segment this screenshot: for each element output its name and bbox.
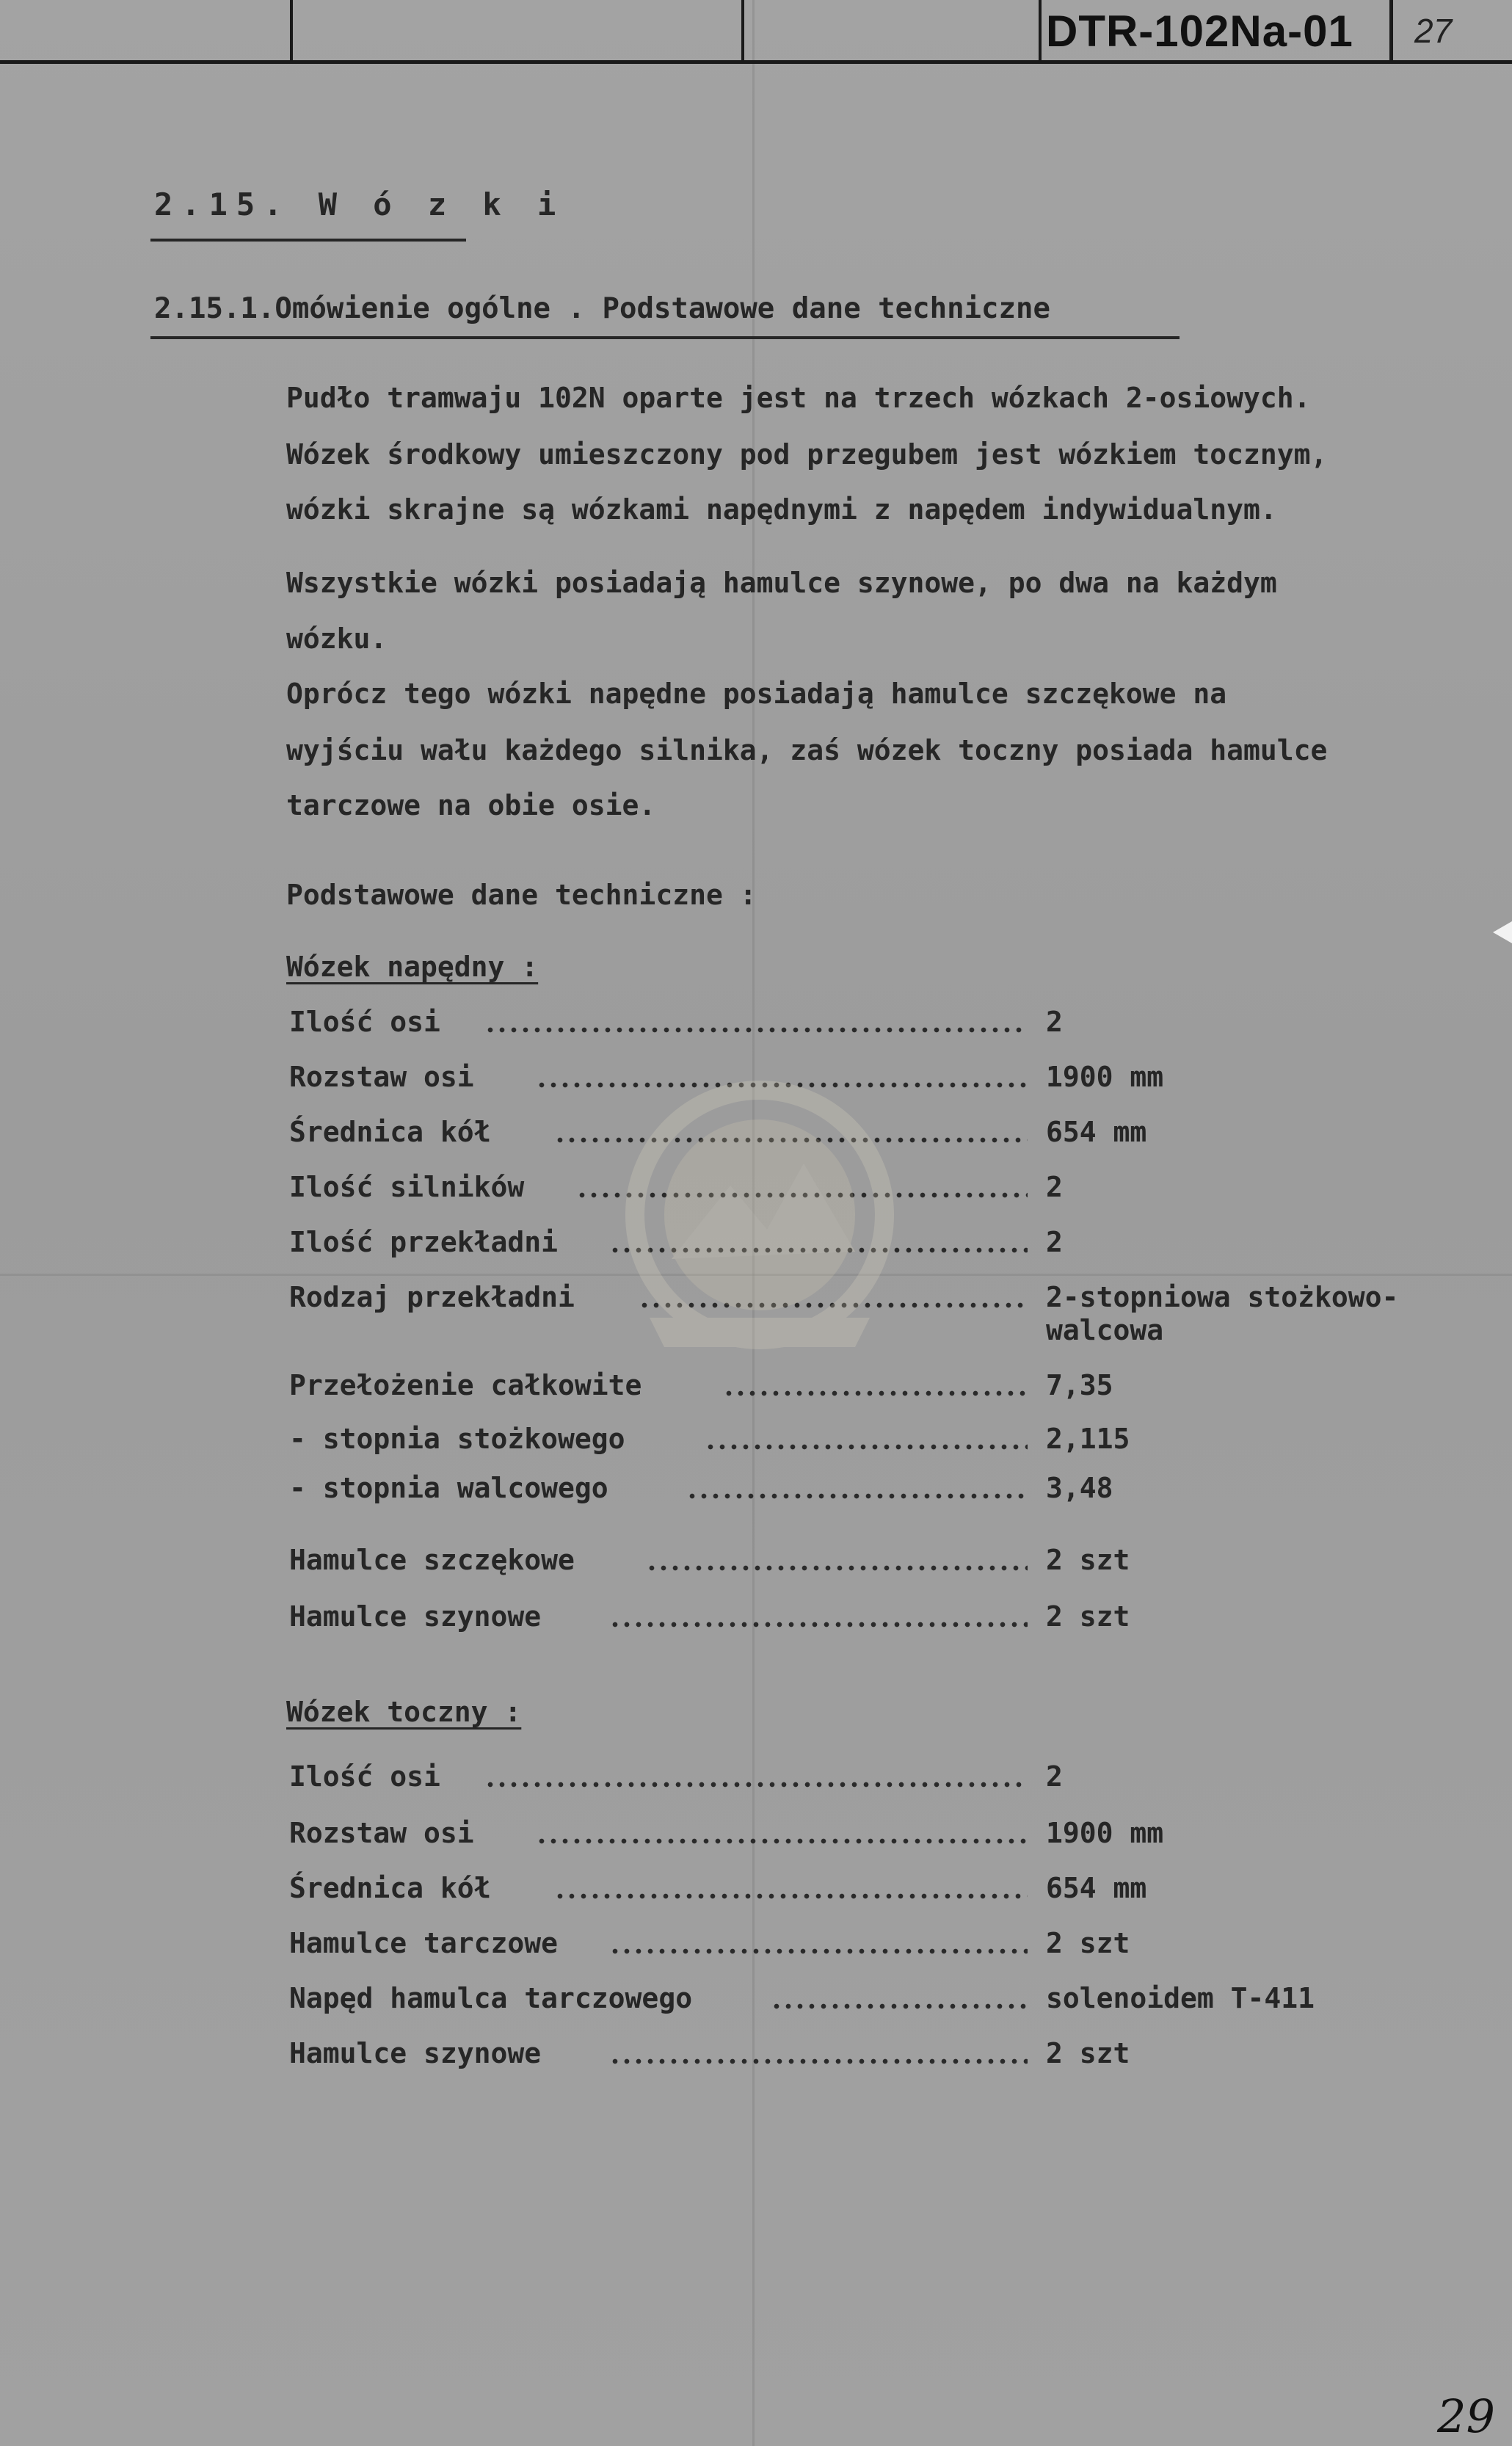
leader-dots — [723, 1390, 1028, 1397]
header-rule — [0, 60, 1512, 64]
spec-value: solenoidem T-411 — [1046, 1982, 1315, 2014]
spec-label: Rozstaw osi — [289, 1061, 474, 1093]
spec-value: 2 — [1046, 1006, 1063, 1038]
spec-value: 2 — [1046, 1171, 1063, 1203]
spec-value: 2 — [1046, 1760, 1063, 1793]
paragraph-line: wózki skrajne są wózkami napędnymi z napędem indywidualnym. — [286, 493, 1277, 526]
leader-dots — [554, 1892, 1028, 1900]
leader-dots — [609, 2058, 1028, 2065]
page-number: 27 — [1414, 12, 1453, 50]
spec-value: 654 mm — [1046, 1116, 1147, 1148]
spec-value-continued: walcowa — [1046, 1314, 1164, 1346]
leader-dots — [646, 1564, 1028, 1572]
spec-value: 2 szt — [1046, 1927, 1130, 1959]
document-code: DTR-102Na-01 — [1046, 7, 1353, 56]
spec-label: Przełożenie całkowite — [289, 1369, 642, 1401]
spec-label: Ilość osi — [289, 1760, 440, 1793]
leader-dots — [484, 1781, 1028, 1788]
spec-label: - stopnia stożkowego — [289, 1423, 625, 1455]
header-divider — [1039, 0, 1042, 62]
spec-value: 2 szt — [1046, 1600, 1130, 1633]
header-divider — [1389, 0, 1393, 62]
spec-value: 2 szt — [1046, 1544, 1130, 1576]
watermark-seal-icon — [620, 1075, 899, 1369]
paragraph-line: wózku. — [286, 623, 388, 655]
spec-value: 1900 mm — [1046, 1061, 1164, 1093]
spec-label: Hamulce szynowe — [289, 2037, 542, 2069]
spec-value: 1900 mm — [1046, 1817, 1164, 1849]
header-divider — [290, 0, 293, 62]
leader-dots — [536, 1837, 1028, 1845]
section-title-underline — [150, 239, 466, 242]
trailing-bogie-title: Wózek toczny : — [286, 1696, 522, 1728]
paragraph-line: Pudło tramwaju 102N oparte jest na trzech wózkach 2-osiowych. — [286, 382, 1311, 414]
leader-dots — [686, 1492, 1028, 1500]
spec-label: Ilość przekładni — [289, 1226, 559, 1258]
spec-label: Średnica kół — [289, 1872, 491, 1904]
paragraph-line: Wózek środkowy umieszczony pod przegubem jest wózkiem tocznym, — [286, 438, 1328, 471]
spec-value: 654 mm — [1046, 1872, 1147, 1904]
leader-dots — [609, 1948, 1028, 1955]
paragraph-line: Oprócz tego wózki napędne posiadają hamulce szczękowe na — [286, 678, 1227, 710]
spec-label: - stopnia walcowego — [289, 1472, 608, 1504]
spec-label: Napęd hamulca tarczowego — [289, 1982, 693, 2014]
leader-dots — [609, 1621, 1028, 1628]
section-title: 2.15. W ó z k i — [154, 186, 565, 222]
spec-label: Ilość osi — [289, 1006, 440, 1038]
header-divider — [741, 0, 744, 62]
subsection-title: 2.15.1.Omówienie ogólne . Podstawowe dane techniczne — [154, 292, 1050, 325]
spec-label: Hamulce szczękowe — [289, 1544, 575, 1576]
edge-arrow-icon — [1490, 921, 1512, 943]
paragraph-line: tarczowe na obie osie. — [286, 789, 656, 821]
spec-label: Rozstaw osi — [289, 1817, 474, 1849]
spec-label: Hamulce szynowe — [289, 1600, 542, 1633]
specs-heading: Podstawowe dane techniczne : — [286, 879, 757, 911]
handwritten-page-number: 29 — [1437, 2389, 1495, 2443]
subsection-title-underline — [150, 336, 1180, 339]
leader-dots — [771, 2003, 1028, 2010]
spec-label: Rodzaj przekładni — [289, 1281, 575, 1313]
spec-value: 2,115 — [1046, 1423, 1130, 1455]
spec-label: Hamulce tarczowe — [289, 1927, 559, 1959]
spec-value: 2 — [1046, 1226, 1063, 1258]
drive-bogie-title: Wózek napędny : — [286, 951, 539, 983]
paragraph-line: Wszystkie wózki posiadają hamulce szynowe, po dwa na każdym — [286, 567, 1277, 599]
spec-value: 7,35 — [1046, 1369, 1113, 1401]
spec-value: 2-stopniowa stożkowo- — [1046, 1281, 1399, 1313]
spec-value: 3,48 — [1046, 1472, 1113, 1504]
spec-label: Średnica kół — [289, 1116, 491, 1148]
spec-label: Ilość silników — [289, 1171, 525, 1203]
leader-dots — [484, 1026, 1028, 1034]
spec-value: 2 szt — [1046, 2037, 1130, 2069]
leader-dots — [705, 1443, 1028, 1451]
paragraph-line: wyjściu wału każdego silnika, zaś wózek toczny posiada hamulce — [286, 734, 1328, 766]
